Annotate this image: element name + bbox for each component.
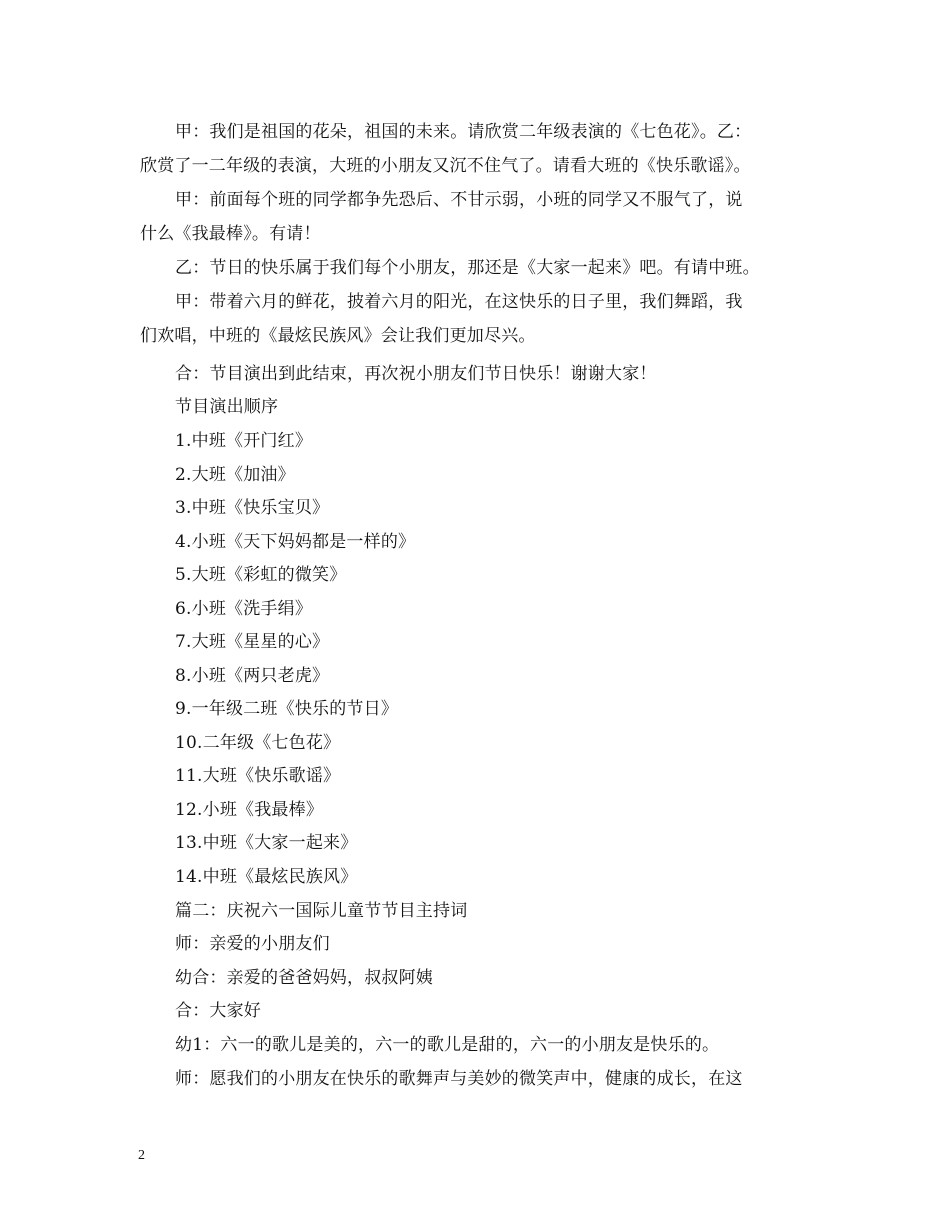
program-item: 14.中班《最炫民族风》	[175, 867, 358, 887]
section-title: 篇二：庆祝六一国际儿童节节目主持词	[175, 901, 468, 921]
program-item: 5.大班《彩虹的微笑》	[175, 565, 347, 585]
program-item: 9.一年级二班《快乐的节日》	[175, 699, 399, 719]
program-item: 3.中班《快乐宝贝》	[175, 498, 330, 518]
program-item: 13.中班《大家一起来》	[175, 833, 358, 853]
program-item: 1.中班《开门红》	[175, 431, 313, 451]
paragraph-line: 欣赏了一二年级的表演，大班的小朋友又沉不住气了。请看大班的《快乐歌谣》。	[140, 156, 751, 176]
paragraph-line: 甲：前面每个班的同学都争先恐后、不甘示弱，小班的同学又不服气了，说	[175, 190, 743, 210]
program-item: 11.大班《快乐歌谣》	[175, 766, 341, 786]
paragraph-line: 甲：带着六月的鲜花，披着六月的阳光，在这快乐的日子里，我们舞蹈，我	[175, 292, 743, 312]
program-item: 8.小班《两只老虎》	[175, 666, 330, 686]
program-item: 12.小班《我最棒》	[175, 800, 324, 820]
paragraph-line: 们欢唱，中班的《最炫民族风》会让我们更加尽兴。	[140, 326, 536, 346]
program-item: 2.大班《加油》	[175, 465, 295, 485]
paragraph-line: 合：节目演出到此结束，再次祝小朋友们节日快乐！谢谢大家！	[175, 364, 657, 384]
paragraph-line: 师：愿我们的小朋友在快乐的歌舞声与美妙的微笑声中，健康的成长，在这	[175, 1069, 743, 1089]
paragraph-line: 乙：节日的快乐属于我们每个小朋友，那还是《大家一起来》吧。有请中班。	[175, 258, 760, 278]
program-item: 10.二年级《七色花》	[175, 733, 341, 753]
paragraph-line: 师：亲爱的小朋友们	[175, 934, 330, 954]
paragraph-line: 合：大家好	[175, 1001, 261, 1021]
page-number: 2	[138, 1148, 145, 1163]
paragraph-line: 甲：我们是祖国的花朵，祖国的未来。请欣赏二年级表演的《七色花》。乙：	[175, 122, 752, 142]
program-item: 4.小班《天下妈妈都是一样的》	[175, 532, 416, 552]
paragraph-line: 什么《我最棒》。有请！	[140, 224, 321, 244]
paragraph-line: 幼合：亲爱的爸爸妈妈，叔叔阿姨	[175, 968, 433, 988]
paragraph-line: 幼1：六一的歌儿是美的，六一的歌儿是甜的，六一的小朋友是快乐的。	[175, 1035, 720, 1055]
section-heading: 节目演出顺序	[175, 397, 279, 417]
program-item: 7.大班《星星的心》	[175, 632, 330, 652]
program-item: 6.小班《洗手绢》	[175, 599, 313, 619]
